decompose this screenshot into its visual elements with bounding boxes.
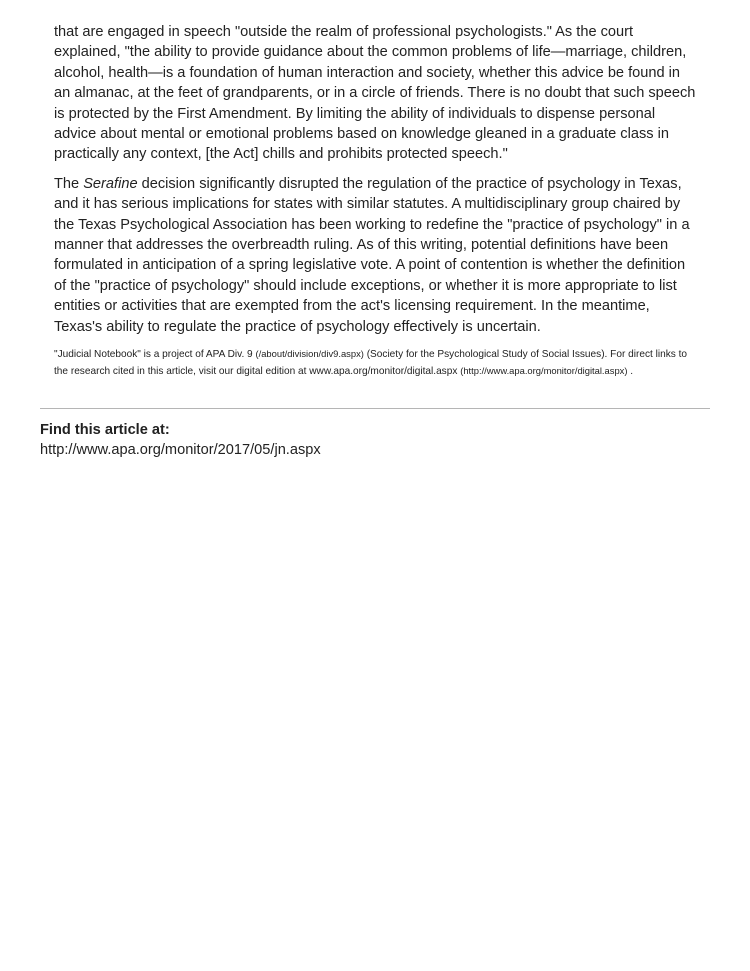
paragraph-2-rest: decision significantly disrupted the regulation of the practice of psychology in Texas, and it has serious implications for states with similar statutes. A multidisciplinary group chaired by the Texas Psychological Association has been working to redefine the "practice of psychology" in a manner that addresses the overbreadth ruling. As of this writing, potential definitions have been formulated in anticipation of a spring legislative vote. A point of contention is whether the definition of the "practice of psychology" should include exceptions, or whether it is more appropriate to list entities or activities that are exempted from the act's licensing requirement. In the meantime, Texas's ability to regulate the practice of psychology effectively is uncertain. xyxy=(54,175,690,335)
judicial-notebook-note xyxy=(54,346,696,379)
article-url[interactable]: http://www.apa.org/monitor/2017/05/jn.aspx xyxy=(40,442,321,458)
paragraph-2-lead: The xyxy=(54,175,84,192)
div9-link[interactable]: (/about/division/div9.aspx) xyxy=(255,348,364,360)
article-paragraph-1: that are engaged in speech "outside the realm of professional psychologists." As the court explained, "the ability to provide guidance about the common problems of life—marriage, children, alcohol, health—is a foundation of human interaction and society, whether this advice be found in an almanac, at the feet of grandparents, or in a circle of friends. There is no doubt that such speech is protected by the First Amendment. By limiting the ability of individuals to dispense personal advice about mental or emotional problems based on knowledge gleaned in a graduate class in practically any context, [the Act] chills and prohibits protected speech." xyxy=(54,24,696,163)
digital-edition-link[interactable]: (http://www.apa.org/monitor/digital.aspx) xyxy=(460,364,628,376)
footer-divider xyxy=(40,408,710,409)
article-paragraph-2 xyxy=(54,174,696,337)
article-body xyxy=(54,22,696,379)
find-article-heading: Find this article at: xyxy=(40,422,170,438)
note-text-b: (Society for the Psychological Study of Social Issues). For direct links to the research cited in this article, visit our digital edition at www.apa.org/monitor/digital.aspx xyxy=(54,349,688,377)
case-name-italic: Serafine xyxy=(83,175,138,192)
note-end: . xyxy=(630,365,634,377)
find-article-section xyxy=(40,420,710,460)
note-text-a: "Judicial Notebook" is a project of APA Div. 9 xyxy=(54,349,253,361)
